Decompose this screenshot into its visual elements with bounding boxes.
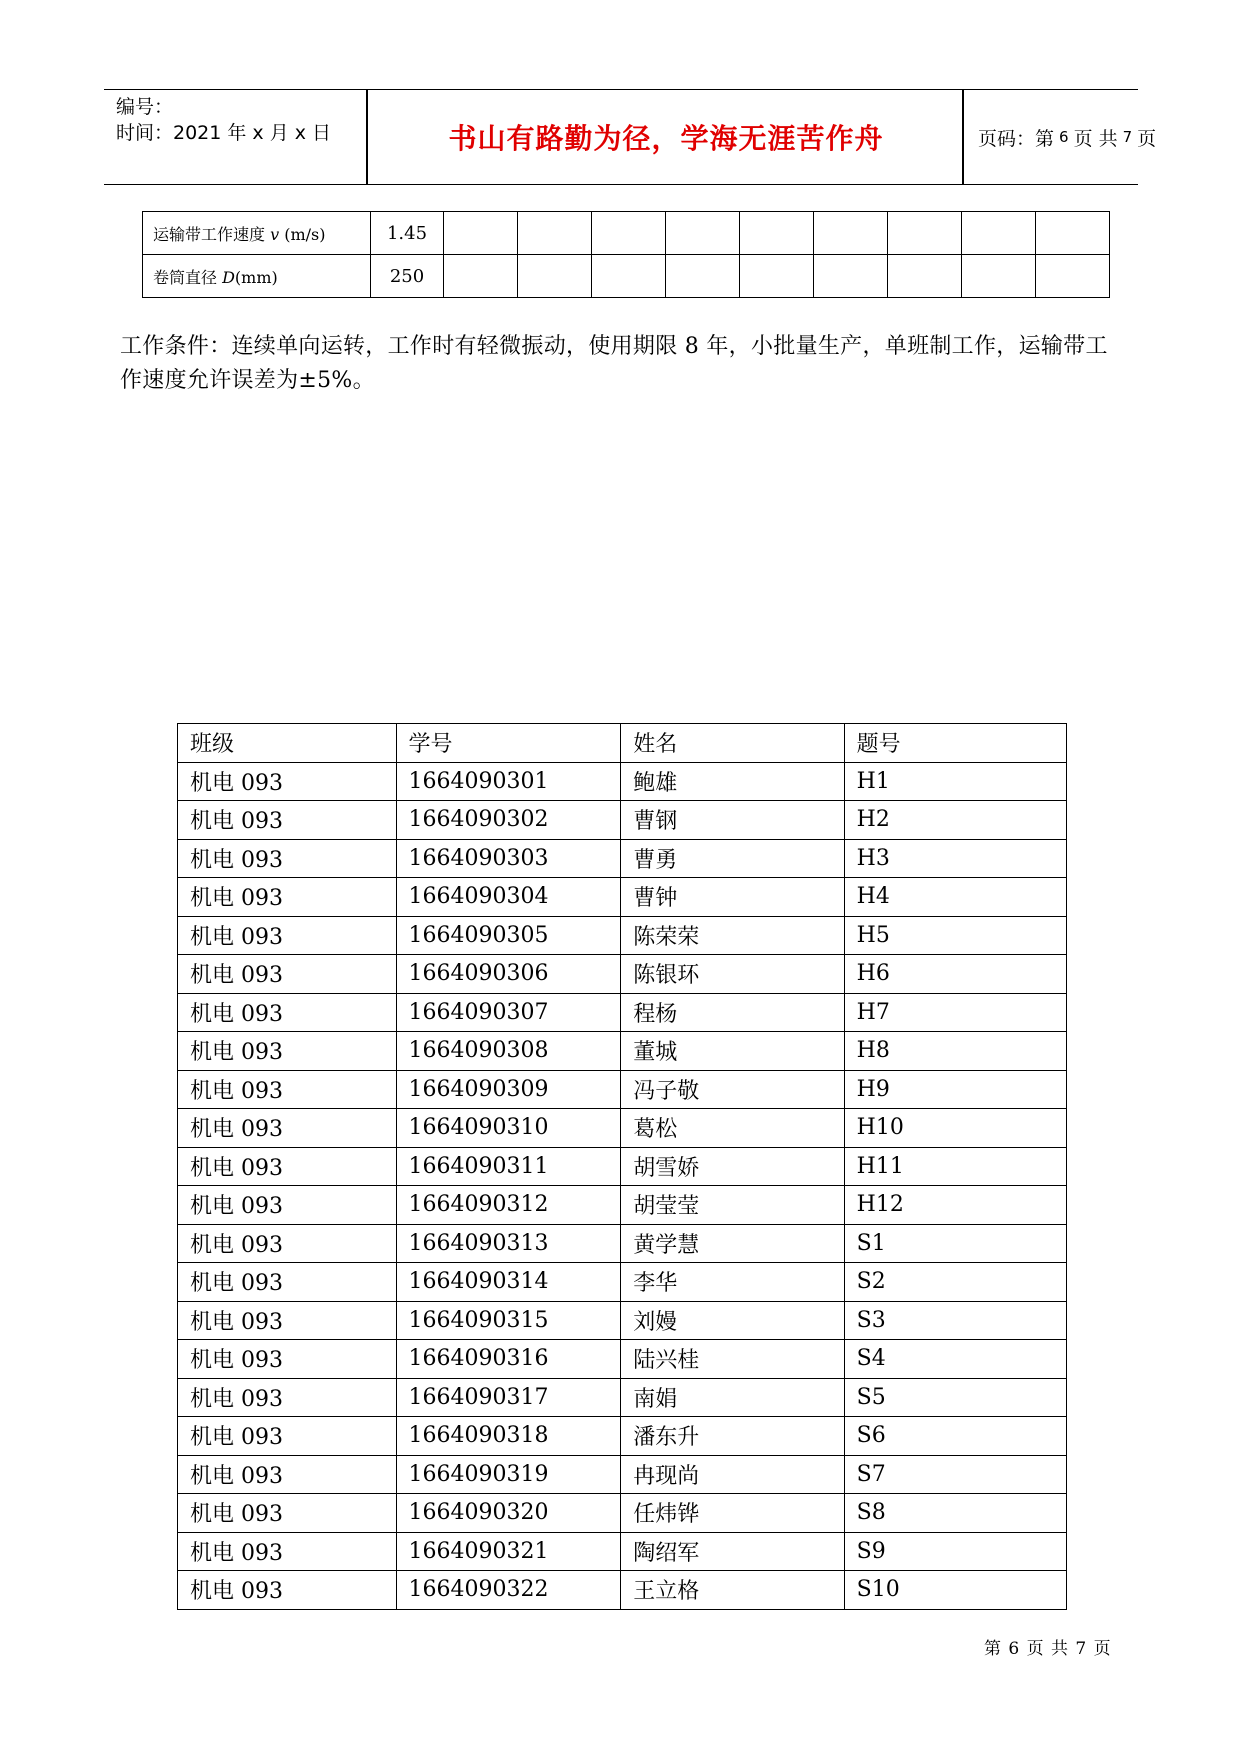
param-empty-cell xyxy=(518,212,592,255)
cell-student-id: 1664090313 xyxy=(396,1224,621,1263)
cell-topic-number: S2 xyxy=(844,1263,1066,1302)
header-divider xyxy=(366,90,368,184)
param-row xyxy=(143,255,1110,298)
table-row xyxy=(178,993,1067,1032)
table-row xyxy=(178,1070,1067,1109)
table-row xyxy=(178,1263,1067,1302)
cell-class: 机电 093 xyxy=(178,1147,397,1186)
cell-name: 王立格 xyxy=(621,1571,844,1610)
header-topic-number: 题号 xyxy=(844,724,1066,763)
cell-class: 机电 093 xyxy=(178,916,397,955)
cell-name: 陈荣荣 xyxy=(621,916,844,955)
serial-label: 编号： xyxy=(116,96,174,118)
cell-name: 程杨 xyxy=(621,993,844,1032)
page-footer: 第 6 页 共 7 页 xyxy=(984,1639,1112,1659)
param-row xyxy=(143,212,1110,255)
param-empty-cell xyxy=(592,255,666,298)
cell-student-id: 1664090314 xyxy=(396,1263,621,1302)
param-empty-cell xyxy=(740,255,814,298)
header-divider xyxy=(962,90,964,184)
cell-topic-number: H5 xyxy=(844,916,1066,955)
cell-name: 刘嫚 xyxy=(621,1301,844,1340)
table-row xyxy=(178,916,1067,955)
cell-student-id: 1664090308 xyxy=(396,1032,621,1071)
cell-topic-number: S5 xyxy=(844,1378,1066,1417)
table-row xyxy=(178,1532,1067,1571)
cell-student-id: 1664090316 xyxy=(396,1340,621,1379)
table-row xyxy=(178,1032,1067,1071)
cell-name: 陆兴桂 xyxy=(621,1340,844,1379)
param-empty-cell xyxy=(814,255,888,298)
cell-student-id: 1664090320 xyxy=(396,1494,621,1533)
page-prefix: 页码：第 xyxy=(978,127,1055,150)
param-empty-cell xyxy=(888,255,962,298)
cell-class: 机电 093 xyxy=(178,955,397,994)
param-value: 1.45 xyxy=(371,212,444,255)
cell-name: 鲍雄 xyxy=(621,762,844,801)
header-name: 姓名 xyxy=(621,724,844,763)
cell-class: 机电 093 xyxy=(178,1224,397,1263)
table-row xyxy=(178,878,1067,917)
cell-student-id: 1664090302 xyxy=(396,801,621,840)
header-class: 班级 xyxy=(178,724,397,763)
time-label: 时间：2021 年 x 月 x 日 xyxy=(116,122,332,144)
cell-student-id: 1664090304 xyxy=(396,878,621,917)
cell-topic-number: H10 xyxy=(844,1109,1066,1148)
cell-student-id: 1664090318 xyxy=(396,1417,621,1456)
header-meta xyxy=(116,94,366,146)
cell-class: 机电 093 xyxy=(178,1571,397,1610)
param-empty-cell xyxy=(888,212,962,255)
cell-class: 机电 093 xyxy=(178,1494,397,1533)
page-header xyxy=(104,89,1157,185)
cell-class: 机电 093 xyxy=(178,1070,397,1109)
cell-class: 机电 093 xyxy=(178,1109,397,1148)
cell-class: 机电 093 xyxy=(178,1532,397,1571)
cell-topic-number: H2 xyxy=(844,801,1066,840)
cell-student-id: 1664090310 xyxy=(396,1109,621,1148)
param-empty-cell xyxy=(666,212,740,255)
table-row xyxy=(178,839,1067,878)
cell-student-id: 1664090303 xyxy=(396,839,621,878)
cell-class: 机电 093 xyxy=(178,801,397,840)
cell-topic-number: S8 xyxy=(844,1494,1066,1533)
cell-student-id: 1664090319 xyxy=(396,1455,621,1494)
cell-name: 冉现尚 xyxy=(621,1455,844,1494)
cell-topic-number: S1 xyxy=(844,1224,1066,1263)
cell-topic-number: H9 xyxy=(844,1070,1066,1109)
table-row xyxy=(178,801,1067,840)
cell-topic-number: S4 xyxy=(844,1340,1066,1379)
cell-topic-number: S9 xyxy=(844,1532,1066,1571)
table-row xyxy=(178,1417,1067,1456)
cell-class: 机电 093 xyxy=(178,878,397,917)
cell-student-id: 1664090317 xyxy=(396,1378,621,1417)
cell-name: 李华 xyxy=(621,1263,844,1302)
table-row xyxy=(178,1494,1067,1533)
param-value: 250 xyxy=(371,255,444,298)
table-row xyxy=(178,1224,1067,1263)
cell-class: 机电 093 xyxy=(178,1301,397,1340)
page-suffix: 页 xyxy=(1137,127,1157,150)
cell-student-id: 1664090301 xyxy=(396,762,621,801)
param-empty-cell xyxy=(962,212,1036,255)
cell-name: 潘东升 xyxy=(621,1417,844,1456)
cell-topic-number: H8 xyxy=(844,1032,1066,1071)
cell-class: 机电 093 xyxy=(178,1340,397,1379)
parameter-table xyxy=(142,211,1110,298)
cell-name: 曹钢 xyxy=(621,801,844,840)
cell-topic-number: S7 xyxy=(844,1455,1066,1494)
table-row xyxy=(178,1301,1067,1340)
cell-topic-number: S3 xyxy=(844,1301,1066,1340)
param-label: 运输带工作速度 v (m/s) xyxy=(143,212,371,255)
cell-student-id: 1664090312 xyxy=(396,1186,621,1225)
cell-student-id: 1664090321 xyxy=(396,1532,621,1571)
cell-student-id: 1664090311 xyxy=(396,1147,621,1186)
cell-name: 陈银环 xyxy=(621,955,844,994)
cell-name: 曹勇 xyxy=(621,839,844,878)
cell-name: 胡雪娇 xyxy=(621,1147,844,1186)
param-empty-cell xyxy=(1036,255,1110,298)
param-empty-cell xyxy=(518,255,592,298)
param-label: 卷筒直径 D(mm) xyxy=(143,255,371,298)
cell-name: 黄学慧 xyxy=(621,1224,844,1263)
student-assignment-table xyxy=(177,723,1067,1610)
header-motto: 书山有路勤为径，学海无涯苦作舟 xyxy=(448,122,884,155)
page-total: 7 xyxy=(1122,128,1133,146)
table-row xyxy=(178,1109,1067,1148)
cell-student-id: 1664090307 xyxy=(396,993,621,1032)
cell-student-id: 1664090305 xyxy=(396,916,621,955)
param-empty-cell xyxy=(1036,212,1110,255)
cell-topic-number: H4 xyxy=(844,878,1066,917)
cell-topic-number: H7 xyxy=(844,993,1066,1032)
table-row xyxy=(178,1340,1067,1379)
cell-topic-number: H12 xyxy=(844,1186,1066,1225)
param-empty-cell xyxy=(444,255,518,298)
table-row xyxy=(178,955,1067,994)
cell-name: 曹钟 xyxy=(621,878,844,917)
cell-topic-number: S6 xyxy=(844,1417,1066,1456)
cell-topic-number: H6 xyxy=(844,955,1066,994)
table-row xyxy=(178,1455,1067,1494)
cell-student-id: 1664090309 xyxy=(396,1070,621,1109)
cell-topic-number: H3 xyxy=(844,839,1066,878)
working-conditions: 工作条件：连续单向运转，工作时有轻微振动，使用期限 8 年，小批量生产，单班制工作，运输带工作速度允许误差为±5%。 xyxy=(120,334,1108,393)
cell-student-id: 1664090306 xyxy=(396,955,621,994)
cell-class: 机电 093 xyxy=(178,1263,397,1302)
cell-topic-number: H11 xyxy=(844,1147,1066,1186)
table-row xyxy=(178,1571,1067,1610)
cell-class: 机电 093 xyxy=(178,839,397,878)
cell-name: 胡莹莹 xyxy=(621,1186,844,1225)
cell-name: 任炜铧 xyxy=(621,1494,844,1533)
cell-topic-number: H1 xyxy=(844,762,1066,801)
param-empty-cell xyxy=(444,212,518,255)
table-row xyxy=(178,1186,1067,1225)
table-row xyxy=(178,1147,1067,1186)
cell-class: 机电 093 xyxy=(178,1032,397,1071)
cell-class: 机电 093 xyxy=(178,1378,397,1417)
table-header-row xyxy=(178,724,1067,763)
cell-class: 机电 093 xyxy=(178,1417,397,1456)
param-empty-cell xyxy=(962,255,1036,298)
header-page-number xyxy=(978,90,1156,184)
page-mid: 页 共 xyxy=(1073,127,1118,150)
cell-name: 董城 xyxy=(621,1032,844,1071)
header-student-id: 学号 xyxy=(396,724,621,763)
page-current: 6 xyxy=(1059,128,1069,146)
cell-class: 机电 093 xyxy=(178,1186,397,1225)
param-empty-cell xyxy=(592,212,666,255)
cell-student-id: 1664090322 xyxy=(396,1571,621,1610)
param-empty-cell xyxy=(814,212,888,255)
table-row xyxy=(178,762,1067,801)
cell-name: 陶绍军 xyxy=(621,1532,844,1571)
cell-name: 葛松 xyxy=(621,1109,844,1148)
cell-class: 机电 093 xyxy=(178,993,397,1032)
cell-class: 机电 093 xyxy=(178,762,397,801)
cell-name: 冯子敬 xyxy=(621,1070,844,1109)
param-empty-cell xyxy=(740,212,814,255)
cell-student-id: 1664090315 xyxy=(396,1301,621,1340)
cell-name: 南娟 xyxy=(621,1378,844,1417)
table-row xyxy=(178,1378,1067,1417)
param-empty-cell xyxy=(666,255,740,298)
cell-topic-number: S10 xyxy=(844,1571,1066,1610)
cell-class: 机电 093 xyxy=(178,1455,397,1494)
